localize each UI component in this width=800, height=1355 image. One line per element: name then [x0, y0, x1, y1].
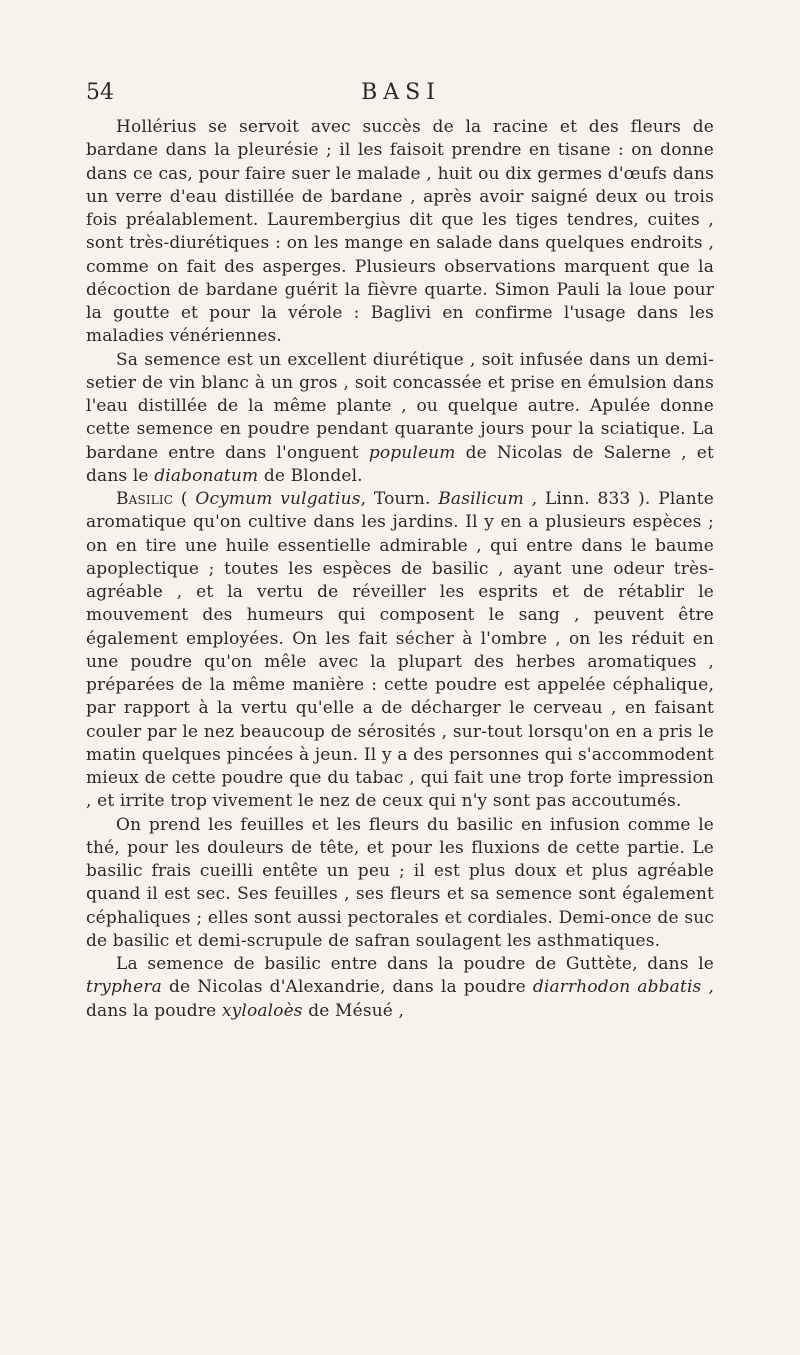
paragraph-3 [86, 488, 714, 814]
paragraph-2-text-a: Sa semence est un excellent diurétique , soit infusée dans un demi-setier de vin blanc à un gros , soit concassée et prise en émulsion dans l'eau distillée de la même plante , ou quelque autre. Apulée donne cette semence en poudre pendant quarante jours pour la sciatique. La bardane entre dans l'onguent [86, 349, 714, 463]
running-head: BASI [361, 80, 441, 105]
paragraph-4 [86, 814, 714, 954]
page-header [86, 80, 716, 114]
paragraph-3-paren: ( [180, 489, 188, 509]
paragraph-3-italic-ocymum: Ocymum vulgatius [195, 489, 361, 509]
paragraph-2 [86, 349, 714, 489]
paragraph-1 [86, 116, 714, 349]
paragraph-2-text-c: de Nicolas de Salerne , et dans le [86, 442, 714, 486]
entry-headword-basilic: Basilic [116, 489, 174, 509]
paragraph-1-text: Hollérius se servoit avec succès de la racine et des fleurs de bardane dans la pleurésie ; il les faisoit prendre en tisane : on donne dans ce cas, pour faire suer le malade , huit ou dix germes d'œufs dans un verre d'eau distillée de bardane , après avoir saigné deux ou trois fois préalablement. Laurembergius dit que les tiges tendres, cuites , sont très-diurétiques : on les mange en salade dans quelques endroits , comme on fait des asperges. Plusieurs observations marquent que la décoction de bardane guérit la fièvre quarte. Simon Pauli la loue pour la goutte et pour la vérole : Baglivi en confirme l'usage dans les maladies vénériennes. [86, 117, 714, 347]
paragraph-5-text-c: de Nicolas d'Alexandrie, dans la poudre [168, 977, 526, 998]
paragraph-2-italic-diabonatum: diabonatum [154, 465, 259, 486]
paragraph-5 [86, 953, 714, 1023]
page-body [86, 116, 714, 1023]
paragraph-5-text-a: La semence de basilic entre dans la poudre de Guttète, dans le [116, 954, 714, 974]
paragraph-5-text-e: dans la poudre [86, 1000, 217, 1021]
paragraph-5-text-g: de Mésué , [308, 1000, 405, 1021]
paragraph-3-italic-basilicum: Basilicum , [438, 489, 538, 509]
paragraph-5-italic-diarrhodon: diarrhodon abbatis , [532, 977, 714, 998]
paragraph-3-tourn: , Tourn. [360, 489, 431, 509]
paragraph-4-text: On prend les feuilles et les fleurs du basilic en infusion comme le thé, pour les douleurs de tête, et pour les fluxions de cette partie. Le basilic frais cueilli entête un peu ; il est plus doux et plus agréable quand il est sec. Ses feuilles , ses fleurs et sa semence sont également céphaliques ; elles sont aussi pectorales et cordiales. Demi-once de suc de basilic et demi-scrupule de safran soulagent les asthmatiques. [86, 814, 714, 951]
paragraph-5-italic-xyloaloes: xyloaloès [221, 1000, 303, 1021]
paragraph-3-text-f: Linn. 833 ). Plante aromatique qu'on cultive dans les jardins. Il y en a plusieurs espèces ; on en tire une huile essentielle admirable , qui entre dans le baume apoplectique ; toutes les espèces de basilic , ayant une odeur très-agréable , et la vertu de réveiller les esprits et de rétablir le mouvement des humeurs qui composent le sang , peuvent être également employées. On les fait sécher à l'ombre , on les réduit en une poudre qu'on mêle avec la plupart des herbes aromatiques , préparées de la même manière : cette poudre est appelée céphalique, par rapport à la vertu qu'elle a de décharger le cerveau , en faisant couler par le nez beaucoup de sérosités , sur-tout lorsqu'on en a pris le matin quelques pincées à jeun. Il y a des personnes qui s'accommodent mieux de cette poudre que du tabac , qui fait une trop forte impression , et irrite trop vivement le nez de ceux qui n'y sont pas accoutumés. [86, 489, 714, 812]
paragraph-2-text-e: de Blondel. [263, 465, 363, 486]
paragraph-2-italic-populeum: populeum [368, 442, 456, 463]
paragraph-5-italic-tryphera: tryphera [86, 977, 162, 998]
page-number: 54 [86, 80, 114, 105]
